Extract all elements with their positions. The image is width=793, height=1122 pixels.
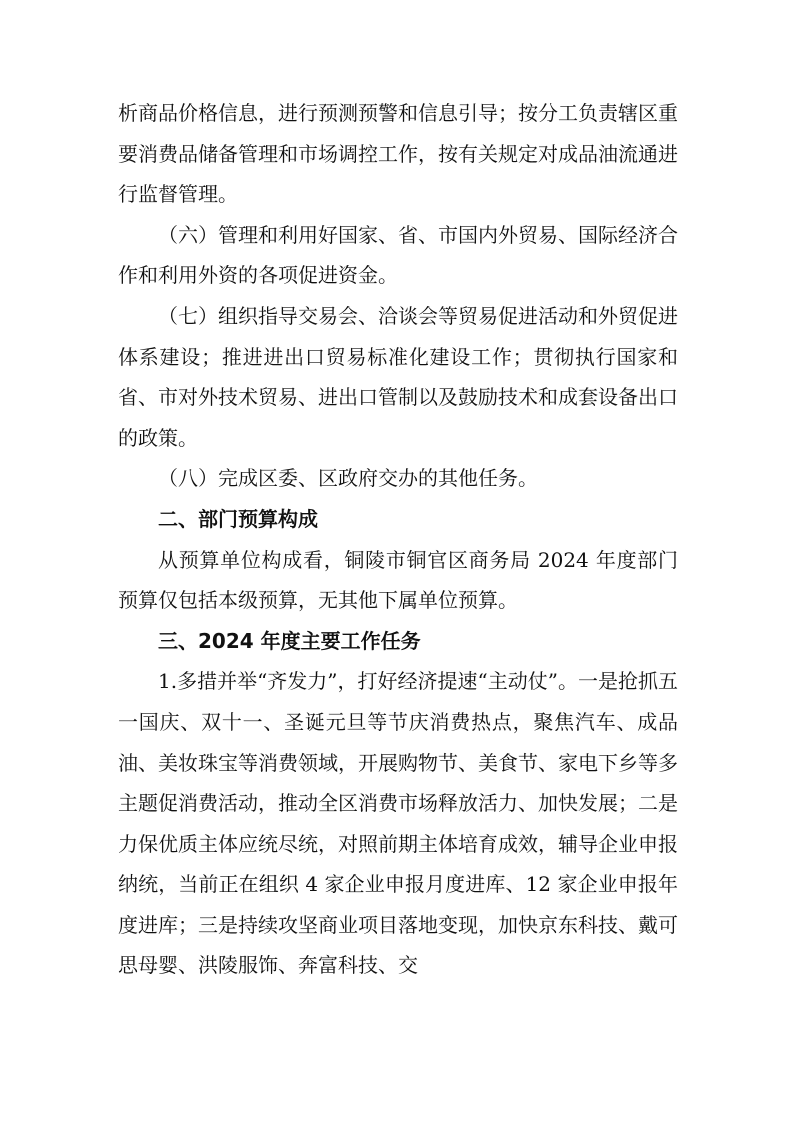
section-heading-budget-composition: 二、部门预算构成 [158,506,318,531]
section-heading-main-tasks: 三、2024 年度主要工作任务 [158,628,421,653]
paragraph-continuation: 析商品价格信息，进行预测预警和信息引导；按分工负责辖区重要消费品储备管理和市场调控工作，按有关规定对成品油流通进行监督管理。 [118,101,678,207]
paragraph-task-1: 1.多措并举“齐发力”，打好经济提速“主动仗”。一是抢抓五一国庆、双十一、圣诞元旦等节庆消费热点，聚焦汽车、成品油、美妆珠宝等消费领域，开展购物节、美食节、家电下乡等多主题促消费活动，推动全区消费市场释放活力、加快发展；二是力保优质主体应统尽统，对照前期主体培育成效，辅导企业申报纳统，当前正在组织 4 家企业申报月度进库、12 家企业申报年度进库；三是持续攻坚商业项目落地变现，加快京东科技、戴可思母婴、洪陵服饰、奔富科技、交 [118,669,678,978]
paragraph-item-6: （六）管理和利用好国家、省、市国内外贸易、国际经济合作和利用外资的各项促进资金。 [118,222,678,288]
paragraph-item-7: （七）组织指导交易会、洽谈会等贸易促进活动和外贸促进体系建设；推进进出口贸易标准化建设工作；贯彻执行国家和省、市对外技术贸易、进出口管制以及鼓励技术和成套设备出口的政策。 [118,303,678,450]
paragraph-item-8: （八）完成区委、区政府交办的其他任务。 [158,466,538,491]
document-page [118,93,678,986]
paragraph-budget-composition: 从预算单位构成看，铜陵市铜官区商务局 2024 年度部门预算仅包括本级预算，无其他下属单位预算。 [118,547,678,613]
